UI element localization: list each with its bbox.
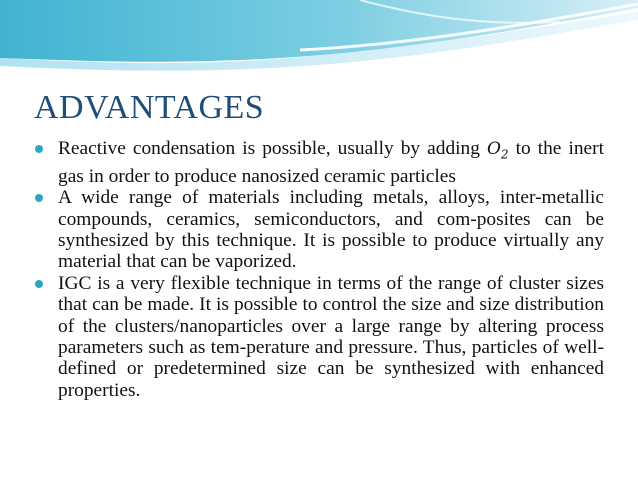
bullet-text-before: Reactive condensation is possible, usually by adding xyxy=(58,138,487,159)
bullet-dot-icon xyxy=(35,145,43,153)
bullet-item-flexible-technique xyxy=(34,273,604,401)
bullet-list xyxy=(34,138,604,401)
bullet-text: A wide range of materials including metals, alloys, inter-metallic compounds, ceramics, semiconductors, and com-posites can be synthesized by this technique. It is possible to produce virtually any material that can be vaporized. xyxy=(58,187,604,273)
bullet-text: IGC is a very flexible technique in terms of the range of cluster sizes that can be made. It is possible to control the size and size distribution of the clusters/nanoparticles over a large range by altering process parameters such as tem-perature and pressure. Thus, particles of well-defined or predetermined size can be synthesized with enhanced properties. xyxy=(58,272,604,401)
header-wave-decoration xyxy=(0,0,638,90)
bullet-item-materials-range xyxy=(34,187,604,273)
bullet-dot-icon xyxy=(35,280,43,288)
bullet-dot-icon xyxy=(35,194,43,202)
bullet-item-reactive-condensation xyxy=(34,138,604,187)
bullet-text-after: to the inert gas in order to produce nanosized ceramic particles xyxy=(58,138,604,187)
oxygen-formula: $O_2$ xyxy=(486,139,509,162)
slide-title: ADVANTAGES xyxy=(34,89,265,126)
